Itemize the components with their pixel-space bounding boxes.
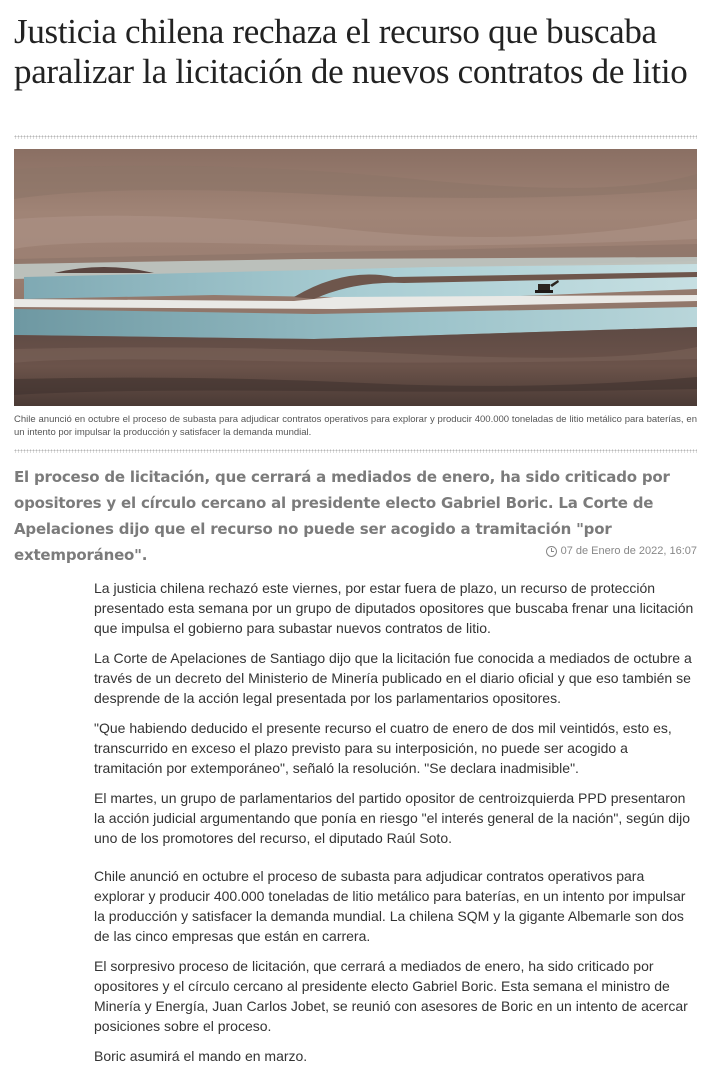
clock-icon <box>546 546 557 557</box>
publish-date <box>546 545 697 557</box>
photo-caption: Chile anunció en octubre el proceso de subasta para adjudicar contratos operativos para explorar y producir 400.000 toneladas de litio metálico para baterías, en un intento por impulsar la producción y satisfacer la demanda mundial. <box>14 414 697 438</box>
publish-date-text: 07 de Enero de 2022, 16:07 <box>560 545 697 557</box>
body-paragraph: La Corte de Apelaciones de Santiago dijo que la licitación fue conocida a mediados de octubre a través de un decreto del Ministerio de Minería publicado en el diario oficial y que eso también se desprende de la acción legal presentada por los parlamentarios opositores. <box>94 650 692 706</box>
body-paragraph: El martes, un grupo de parlamentarios del partido opositor de centroizquierda PPD presentaron la acción judicial argumentando que ponía en riesgo "el interés general de la nación", según dijo uno de los promotores del recurso, el diputado Raúl Soto. <box>94 790 691 846</box>
article-photo <box>14 149 697 406</box>
body-paragraph: Boric asumirá el mando en marzo. <box>94 1048 308 1064</box>
article-lead: El proceso de licitación, que cerrará a mediados de enero, ha sido criticado por opositores y el círculo cercano al presidente electo Gabriel Boric. La Corte de Apelaciones dijo que el recurso no puede ser acogido a tramitación "por extemporáneo". <box>14 468 670 564</box>
article-headline: Justicia chilena rechaza el recurso que buscaba paralizar la licitación de nuevos contratos de litio <box>14 12 688 91</box>
dotted-divider <box>14 449 697 453</box>
body-paragraph: El sorpresivo proceso de licitación, que cerrará a mediados de enero, ha sido criticado por opositores y el círculo cercano al presidente electo Gabriel Boric. Esta semana el ministro de Minería y Energía, Juan Carlos Jobet, se reunió con asesores de Boric en un intento de acercar posiciones sobre el proceso. <box>94 958 688 1034</box>
dotted-divider <box>14 135 697 139</box>
body-paragraph: Chile anunció en octubre el proceso de subasta para adjudicar contratos operativos para explorar y producir 400.000 toneladas de litio metálico para baterías, en un intento por impulsar la producción y satisfacer la demanda mundial. La chilena SQM y la gigante Albemarle son dos de las cinco empresas que están en carrera. <box>94 868 686 944</box>
body-paragraph: La justicia chilena rechazó este viernes, por estar fuera de plazo, un recurso de protección presentado esta semana por un grupo de diputados opositores que buscaba frenar una licitación que impulsa el gobierno para subastar nuevos contratos de litio. <box>94 580 694 636</box>
body-paragraph: "Que habiendo deducido el presente recurso el cuatro de enero de dos mil veintidós, esto es, transcurrido en exceso el plazo previsto para su interposición, no puede ser acogido a tramitación por extemporáneo", señaló la resolución. "Se declara inadmisible". <box>94 720 672 776</box>
article-body <box>94 578 694 1076</box>
